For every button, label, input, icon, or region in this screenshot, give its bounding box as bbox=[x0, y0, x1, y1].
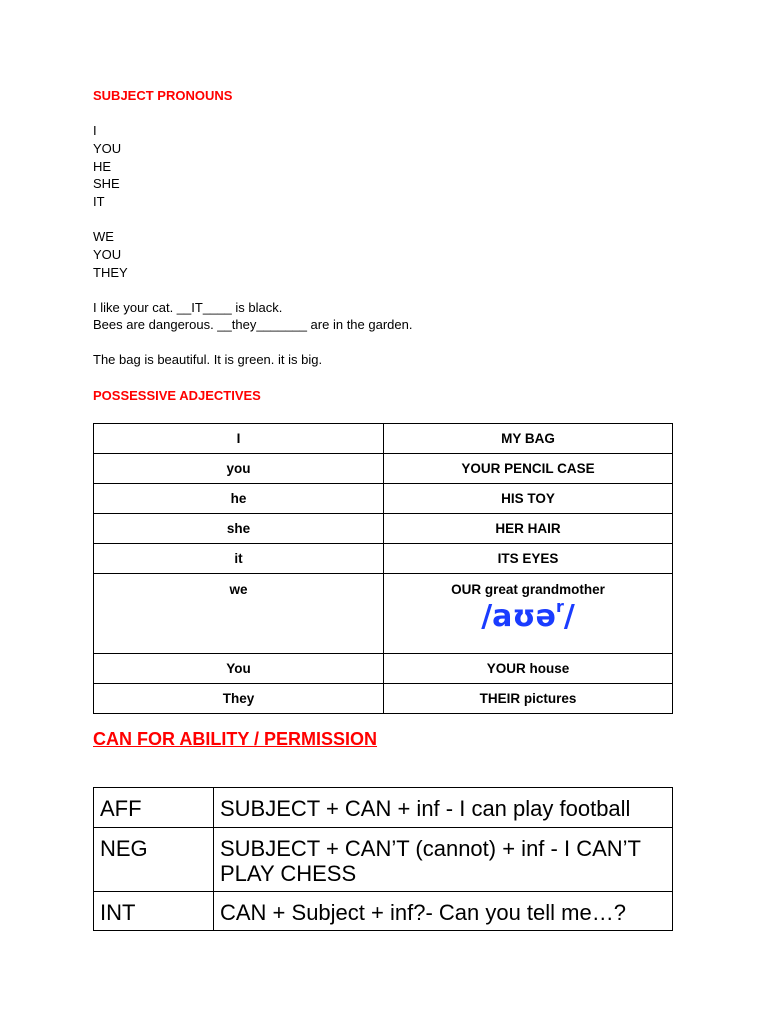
pronoun-cell: you bbox=[94, 454, 384, 484]
subject-pronouns-heading: SUBJECT PRONOUNS bbox=[93, 88, 233, 103]
form-label-cell: NEG bbox=[94, 828, 214, 892]
possessive-adjectives-heading: POSSESSIVE ADJECTIVES bbox=[93, 388, 261, 403]
ipa-pronunciation bbox=[384, 599, 672, 635]
can-rules-table bbox=[93, 787, 673, 931]
example-cell: ITS EYES bbox=[384, 544, 673, 574]
rule-cell: SUBJECT + CAN’T (cannot) + inf - I CAN’T PLAY CHESS bbox=[214, 828, 673, 892]
example-cell bbox=[384, 574, 673, 654]
example-text: OUR great grandmother bbox=[451, 582, 605, 597]
pronoun-item: THEY bbox=[93, 264, 128, 280]
pronoun-item: WE bbox=[93, 229, 114, 244]
form-label-cell: INT bbox=[94, 892, 214, 931]
example-cell: THEIR pictures bbox=[384, 684, 673, 714]
pronoun-cell: he bbox=[94, 484, 384, 514]
ipa-superscript: r bbox=[555, 597, 564, 616]
table-row bbox=[94, 574, 673, 654]
pronoun-cell: You bbox=[94, 654, 384, 684]
pronoun-cell: we bbox=[94, 574, 384, 654]
subject-pronoun-list-plural bbox=[93, 228, 128, 281]
example-cell: HER HAIR bbox=[384, 514, 673, 544]
example-cell: MY BAG bbox=[384, 424, 673, 454]
pronoun-cell: They bbox=[94, 684, 384, 714]
pronoun-item: SHE bbox=[93, 176, 120, 192]
table-row bbox=[94, 514, 673, 544]
rule-cell: CAN + Subject + inf?- Can you tell me…? bbox=[214, 892, 673, 931]
example-cell: HIS TOY bbox=[384, 484, 673, 514]
pronoun-item: YOU bbox=[93, 246, 122, 262]
example-cell: YOUR house bbox=[384, 654, 673, 684]
table-row bbox=[94, 892, 673, 931]
ipa-end: / bbox=[563, 599, 575, 634]
example-sentence-1: I like your cat. __IT____ is black. bbox=[93, 300, 283, 315]
example-sentence-3: The bag is beautiful. It is green. it is big. bbox=[93, 352, 323, 367]
table-row bbox=[94, 454, 673, 484]
pronoun-cell: I bbox=[94, 424, 384, 454]
table-row bbox=[94, 424, 673, 454]
pronoun-item: YOU bbox=[93, 140, 122, 156]
pronoun-item: I bbox=[93, 123, 97, 138]
table-row bbox=[94, 654, 673, 684]
form-label-cell: AFF bbox=[94, 788, 214, 828]
rule-cell: SUBJECT + CAN + inf - I can play football bbox=[214, 788, 673, 828]
pronoun-item: IT bbox=[93, 194, 105, 210]
table-row bbox=[94, 788, 673, 828]
table-row bbox=[94, 684, 673, 714]
table-row bbox=[94, 544, 673, 574]
table-row bbox=[94, 828, 673, 892]
example-cell: YOUR PENCIL CASE bbox=[384, 454, 673, 484]
possessive-adjectives-table bbox=[93, 423, 673, 714]
table-row bbox=[94, 484, 673, 514]
can-heading: CAN FOR ABILITY / PERMISSION bbox=[93, 729, 378, 749]
example-sentence-2: Bees are dangerous. __they_______ are in the garden. bbox=[93, 317, 413, 332]
pronoun-item: HE bbox=[93, 158, 112, 174]
ipa-main: /aʊə bbox=[481, 599, 556, 634]
pronoun-cell: she bbox=[94, 514, 384, 544]
pronoun-cell: it bbox=[94, 544, 384, 574]
subject-pronoun-list-singular bbox=[93, 122, 121, 211]
